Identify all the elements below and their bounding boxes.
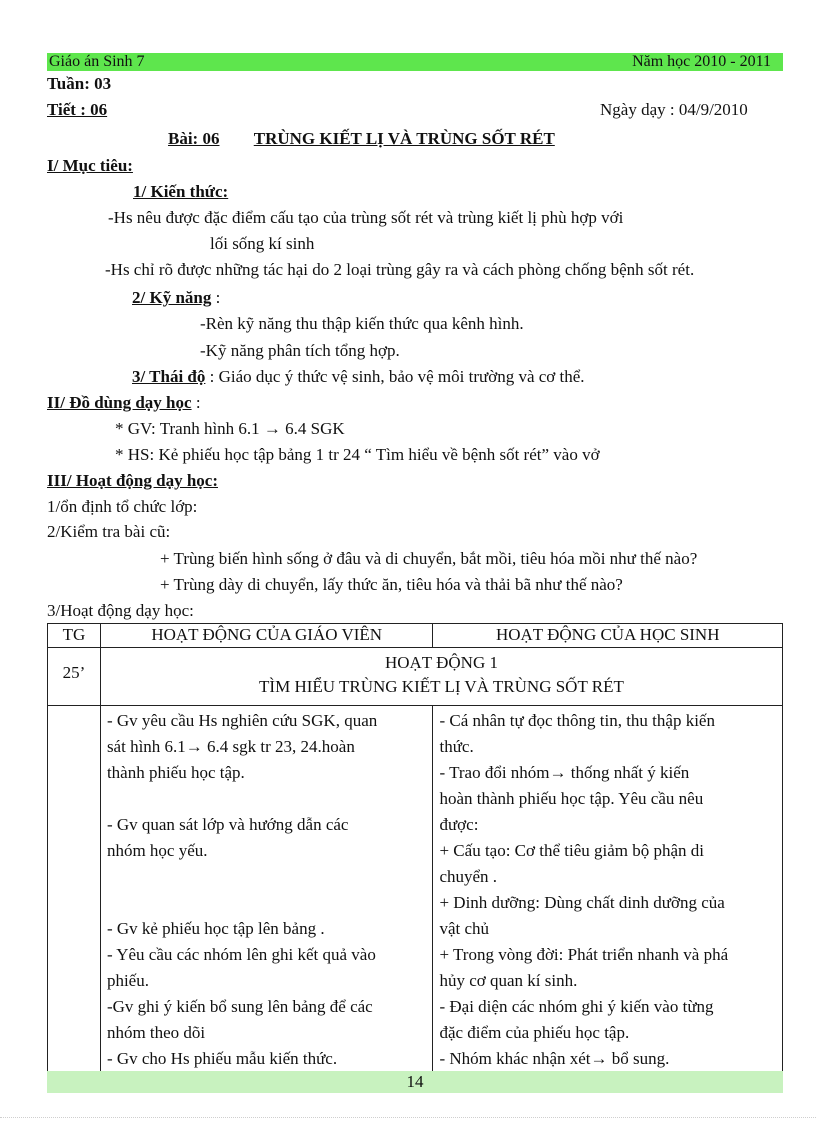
activity-content-row: [48, 706, 783, 1075]
skills-item-1: -Rèn kỹ năng thu thập kiến thức qua kênh hình.: [200, 314, 524, 333]
teacher-line: - Gv kẻ phiếu học tập lên bảng .: [106, 919, 325, 938]
student-line: hoàn thành phiếu học tập. Yêu cầu nêu: [439, 789, 704, 808]
skills-heading-row: [132, 287, 220, 309]
student-line: - Cá nhân tự đọc thông tin, thu thập kiến: [439, 711, 715, 730]
header-student-activity: HOẠT ĐỘNG CỦA HỌC SINH: [433, 624, 783, 648]
lesson-number: Bài: 06: [168, 129, 220, 148]
student-line: đặc điểm của phiếu học tập.: [439, 1023, 630, 1042]
teacher-line-spacer: [107, 786, 429, 812]
skills-item-2: -Kỹ năng phân tích tổng hợp.: [200, 341, 400, 360]
student-line: thức.: [439, 737, 474, 756]
header-teacher-activity: HOẠT ĐỘNG CỦA GIÁO VIÊN: [100, 624, 433, 648]
knowledge-item-1: -Hs nêu được đặc điểm cấu tạo của trùng sốt rét và trùng kiết lị phù hợp với: [108, 208, 624, 227]
student-line: + Dinh dưỡng: Dùng chất dinh dưỡng của: [439, 893, 725, 912]
header-subject: Giáo án Sinh 7: [49, 53, 145, 70]
activities-heading: III/ Hoạt động dạy học:: [47, 471, 218, 490]
step-teaching: 3/Hoạt động dạy học:: [47, 601, 194, 620]
knowledge-item-1-cont: lối sống kí sinh: [210, 234, 315, 253]
activity-subtitle: TÌM HIỂU TRÙNG KIẾT LỊ VÀ TRÙNG SỐT RÉT: [259, 677, 624, 696]
student-activity-cell: [433, 706, 783, 1075]
header-time: TG: [48, 624, 101, 648]
teacher-line: thành phiếu học tập.: [106, 763, 245, 782]
student-line: được:: [439, 815, 479, 834]
teaching-date: Ngày dạy : 04/9/2010: [600, 100, 748, 119]
teacher-line-spacer: [107, 890, 429, 916]
skills-heading: 2/ Kỹ năng: [132, 288, 212, 307]
student-line: chuyển .: [439, 867, 498, 886]
page-number: 14: [406, 1072, 424, 1091]
teacher-activity-cell: [100, 706, 433, 1075]
teacher-line: nhóm học yếu.: [106, 841, 208, 860]
table-header-row: [48, 624, 783, 648]
review-question-1: + Trùng biến hình sống ở đâu và di chuyển, bắt mồi, tiêu hóa mồi như thế nào?: [160, 549, 698, 568]
skills-colon: :: [211, 288, 221, 307]
teacher-line: nhóm theo dõi: [106, 1023, 206, 1042]
step-class-organization: 1/ổn định tổ chức lớp:: [47, 497, 198, 516]
lesson-title-row: [168, 128, 555, 150]
attitude-heading: 3/ Thái độ: [132, 367, 206, 386]
materials-heading-row: [47, 392, 201, 414]
knowledge-heading: 1/ Kiến thức:: [133, 182, 229, 201]
teacher-line: - Yêu cầu các nhóm lên ghi kết quả vào: [106, 945, 376, 964]
page-header: [47, 53, 783, 71]
teacher-line: - Gv quan sát lớp và hướng dẫn các: [106, 815, 349, 834]
step-review: 2/Kiểm tra bài cũ:: [47, 522, 171, 541]
activity-time-empty: [48, 706, 101, 1075]
student-line: - Trao đổi nhóm→ thống nhất ý kiến: [439, 763, 690, 782]
activity-duration: 25’: [48, 648, 101, 706]
attitude-text: : Giáo dục ý thức vệ sinh, bảo vệ môi trường và cơ thể.: [205, 367, 585, 386]
activity-title: HOẠT ĐỘNG 1: [384, 653, 498, 672]
objectives-heading: I/ Mục tiêu:: [47, 156, 133, 175]
student-line: hủy cơ quan kí sinh.: [439, 971, 578, 990]
page-bottom-divider: [0, 1117, 816, 1118]
teacher-line: sát hình 6.1→ 6.4 sgk tr 23, 24.hoàn: [106, 737, 355, 756]
lesson-activity-table: [47, 623, 783, 1075]
lesson-title: TRÙNG KIẾT LỊ VÀ TRÙNG SỐT RÉT: [253, 129, 555, 148]
activity-title-cell: [100, 648, 782, 706]
materials-teacher: * GV: Tranh hình 6.1 → 6.4 SGK: [115, 419, 345, 438]
teacher-line: - Gv yêu cầu Hs nghiên cứu SGK, quan: [106, 711, 378, 730]
materials-student: * HS: Kẻ phiếu học tập bảng 1 tr 24 “ Tìm hiểu về bệnh sốt rét” vào vở: [115, 445, 600, 464]
student-line: vật chủ: [439, 919, 490, 938]
knowledge-item-2: -Hs chỉ rõ được những tác hại do 2 loại trùng gây ra và cách phòng chống bệnh sốt rét.: [105, 260, 695, 279]
student-line: - Đại diện các nhóm ghi ý kiến vào từng: [439, 997, 714, 1016]
teacher-line: -Gv ghi ý kiến bổ sung lên bảng để các: [106, 997, 373, 1016]
header-school-year: Năm học 2010 - 2011: [632, 53, 771, 70]
materials-colon: :: [191, 393, 201, 412]
teacher-line: phiếu.: [106, 971, 149, 990]
attitude-row: [132, 366, 585, 388]
teacher-line: - Gv cho Hs phiếu mẫu kiến thức.: [106, 1049, 338, 1068]
teacher-line-spacer: [107, 864, 429, 890]
student-line: + Trong vòng đời: Phát triển nhanh và phá: [439, 945, 729, 964]
review-question-2: + Trùng dày di chuyển, lấy thức ăn, tiêu hóa và thải bã như thế nào?: [160, 575, 623, 594]
materials-heading: II/ Đồ dùng dạy học: [47, 393, 192, 412]
student-line: + Cấu tạo: Cơ thể tiêu giảm bộ phận di: [439, 841, 705, 860]
activity-title-row: [48, 648, 783, 706]
page-footer: [47, 1071, 783, 1093]
week-label: Tuần: 03: [47, 74, 112, 93]
student-line: - Nhóm khác nhận xét→ bổ sung.: [439, 1049, 670, 1068]
period-label: Tiết : 06: [47, 100, 108, 119]
